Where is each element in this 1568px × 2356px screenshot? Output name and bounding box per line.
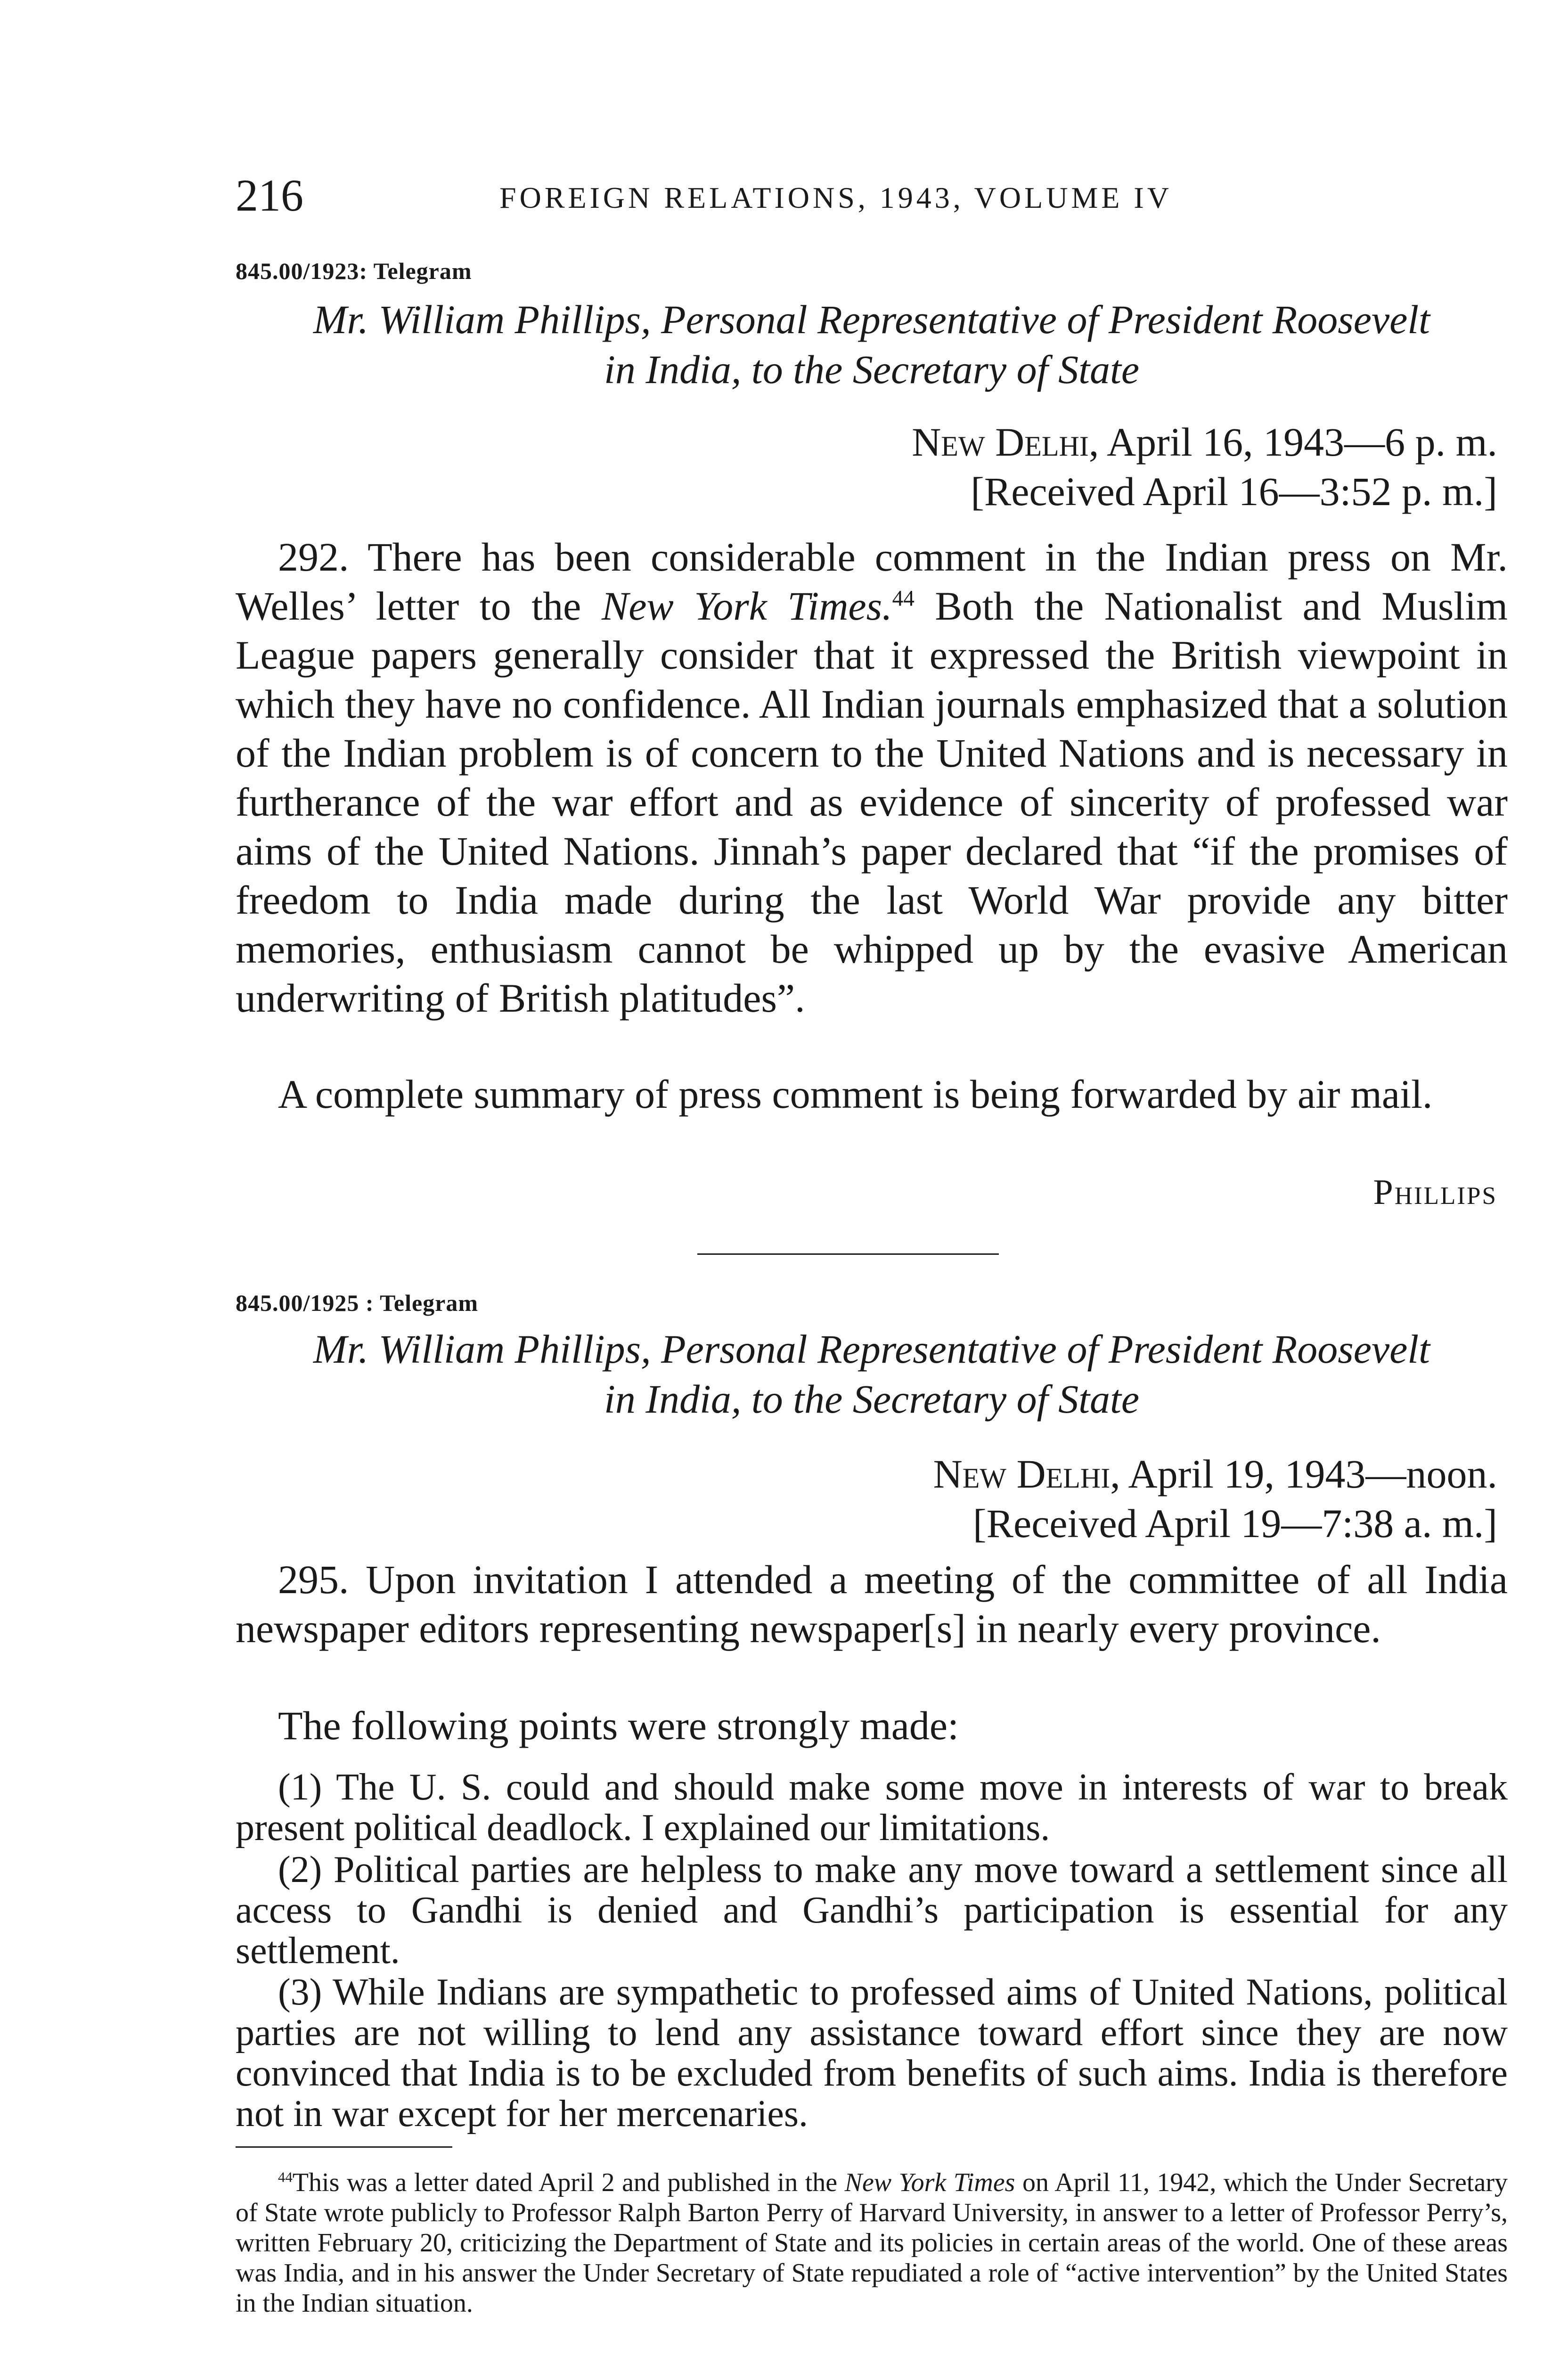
doc1-received: [Received April 16—3:52 p. m.] [971, 469, 1497, 514]
doc1-para1-text-b: Both the Nationalist and Muslim League papers generally consider that it expressed the British viewpoint in which they have no confidence. All Indian journals emphasized that a solution of the Indian problem is of concern to the United Nations and is necessary in furtherance of the war effort and as evidence of sincerity of professed war aims of the United Nations. Jinnah’s paper declared that “if the promises of freedom to India made during the last World War provide any bitter memories, enthusiasm cannot be whipped up by the evasive American underwriting of British platitudes”. [236, 583, 1508, 1021]
doc2-paragraph-2: The following points were strongly made: [278, 1703, 959, 1748]
footnote-newspaper: New York Times [844, 2168, 1015, 2197]
doc2-list-item-3: (3) While Indians are sympathetic to professed aims of United Nations, political parties are not willing to lend any assistance toward effort since they are now convinced that India is to be excluded from benefits of such aims. India is therefore not in war except for her mercenaries. [236, 1972, 1508, 2135]
doc2-dateline-place: New Delhi [933, 1451, 1111, 1497]
page-number: 216 [236, 170, 303, 221]
doc1-title [236, 294, 1508, 394]
doc1-para1-newspaper: New York Times. [601, 583, 892, 629]
doc1-paragraph-2: A complete summary of press comment is being forwarded by air mail. [278, 1072, 1433, 1117]
footnote-divider [236, 2146, 452, 2148]
doc1-signature: Phillips [1373, 1172, 1497, 1212]
doc2-title-line1: Mr. William Phillips, Personal Representative of President Roosevelt [313, 1326, 1430, 1372]
footnote-44 [236, 2168, 1508, 2318]
doc1-dateline-place: New Delhi [912, 419, 1089, 465]
doc2-dateline [933, 1449, 1497, 1499]
doc2-list-item-1: (1) The U. S. could and should make some move in interests of war to break present political deadlock. I explained our limitations. [236, 1767, 1508, 1849]
doc2-file-id: 845.00/1925 : Telegram [236, 1290, 479, 1316]
section-divider [697, 1253, 999, 1255]
doc2-dateline-date: , April 19, 1943—noon. [1110, 1451, 1497, 1497]
footnote-text-b: on April 11, 1942, which the Under Secretary of State wrote publicly to Professor Ralph Barton Perry of Harvard University, in answer to a letter of Professor Perry’s, written February 20, criticizing the Department of State and its policies in certain areas of the world. One of these areas was India, and in his answer the Under Secretary of State repudiated a role of “active intervention” by the United States in the Indian situation. [236, 2168, 1508, 2318]
doc1-paragraph-1 [236, 532, 1508, 1023]
running-head-title: FOREIGN RELATIONS, 1943, VOLUME IV [499, 181, 1172, 214]
doc2-title [236, 1324, 1508, 1424]
footnote-reference: 44 [892, 586, 915, 611]
running-head [236, 170, 1508, 221]
doc1-dateline [912, 417, 1497, 467]
doc1-title-line2: in India, to the Secretary of State [604, 347, 1140, 392]
doc1-para1-text-a: 292. There has been considerable comment in the Indian press on Mr. Welles’ letter to the [236, 534, 1508, 629]
doc1-title-line1: Mr. William Phillips, Personal Representative of President Roosevelt [313, 297, 1430, 342]
doc2-title-line2: in India, to the Secretary of State [604, 1376, 1140, 1422]
doc1-file-id: 845.00/1923: Telegram [236, 258, 472, 284]
doc2-paragraph-1: 295. Upon invitation I attended a meeting of the committee of all India newspaper editors representing newspaper[s] in nearly every province. [236, 1557, 1508, 1651]
doc2-list-item-2: (2) Political parties are helpless to make any move toward a settlement since all access to Gandhi is denied and Gandhi’s participation is essential for any settlement. [236, 1849, 1508, 1972]
footnote-text-a: This was a letter dated April 2 and published in the [292, 2168, 845, 2197]
doc1-dateline-date: , April 16, 1943—6 p. m. [1088, 419, 1497, 465]
footnote-mark: 44 [278, 2169, 293, 2185]
doc2-received: [Received April 19—7:38 a. m.] [973, 1501, 1497, 1546]
